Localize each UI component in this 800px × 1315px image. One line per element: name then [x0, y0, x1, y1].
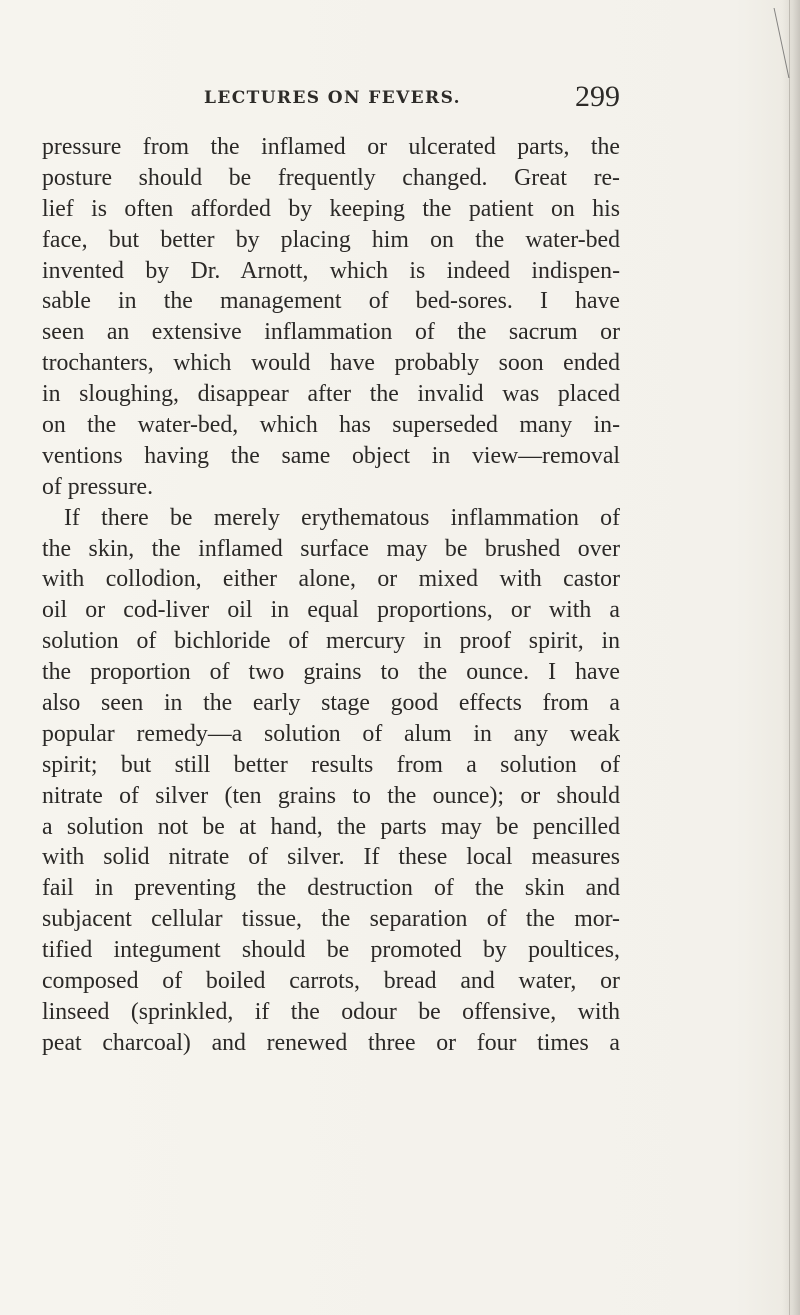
text-line: lief is often afforded by keeping the patient on his	[42, 195, 620, 222]
text-line: oil or cod-liver oil in equal proportions, or with a	[42, 597, 620, 624]
text-line: solution of bichloride of mercury in proof spirit, in	[42, 628, 620, 655]
text-line: peat charcoal) and renewed three or four times a	[42, 1029, 620, 1056]
text-line: face, but better by placing him on the water-bed	[42, 226, 620, 253]
text-line: trochanters, which would have probably soon ended	[42, 350, 620, 377]
body-text	[42, 132, 620, 1059]
text-line: with solid nitrate of silver. If these local measures	[42, 844, 620, 871]
text-line: a solution not be at hand, the parts may be pencilled	[42, 813, 620, 840]
text-line: composed of boiled carrots, bread and water, or	[42, 968, 620, 995]
paragraph-2	[42, 503, 620, 1059]
page-header	[42, 80, 620, 116]
page-edge-line	[789, 0, 790, 1315]
running-head: LECTURES ON FEVERS.	[204, 88, 461, 108]
text-line: fail in preventing the destruction of the skin and	[42, 875, 620, 902]
text-line: subjacent cellular tissue, the separation of the mor-	[42, 906, 620, 933]
text-line: pressure from the inflamed or ulcerated parts, the	[42, 134, 620, 160]
paragraph-1	[42, 132, 620, 503]
page-edge-shadow	[782, 0, 800, 1315]
text-line: tified integument should be promoted by poultices,	[42, 937, 620, 964]
text-line: of pressure.	[42, 473, 154, 500]
text-line: posture should be frequently changed. Great re-	[42, 164, 620, 191]
text-line: sable in the management of bed-sores. I have	[42, 288, 620, 315]
text-line: the proportion of two grains to the ounce. I have	[42, 659, 620, 686]
text-line: nitrate of silver (ten grains to the ounce); or should	[42, 782, 620, 809]
text-line: ventions having the same object in view—removal	[42, 442, 620, 469]
text-line: If there be merely erythematous inflammation of	[64, 504, 620, 531]
text-line: with collodion, either alone, or mixed with castor	[42, 566, 620, 593]
text-line: also seen in the early stage good effects from a	[42, 690, 620, 717]
text-line: the skin, the inflamed surface may be brushed over	[42, 535, 620, 562]
text-line: invented by Dr. Arnott, which is indeed indispen-	[42, 257, 620, 284]
text-line: seen an extensive inflammation of the sacrum or	[42, 319, 620, 346]
text-line: on the water-bed, which has superseded many in-	[42, 412, 620, 439]
text-line: linseed (sprinkled, if the odour be offensive, with	[42, 998, 620, 1025]
text-line: spirit; but still better results from a solution of	[42, 751, 620, 778]
page-number: 299	[575, 80, 620, 113]
text-line: in sloughing, disappear after the invalid was placed	[42, 381, 620, 408]
text-line: popular remedy—a solution of alum in any weak	[42, 720, 620, 747]
